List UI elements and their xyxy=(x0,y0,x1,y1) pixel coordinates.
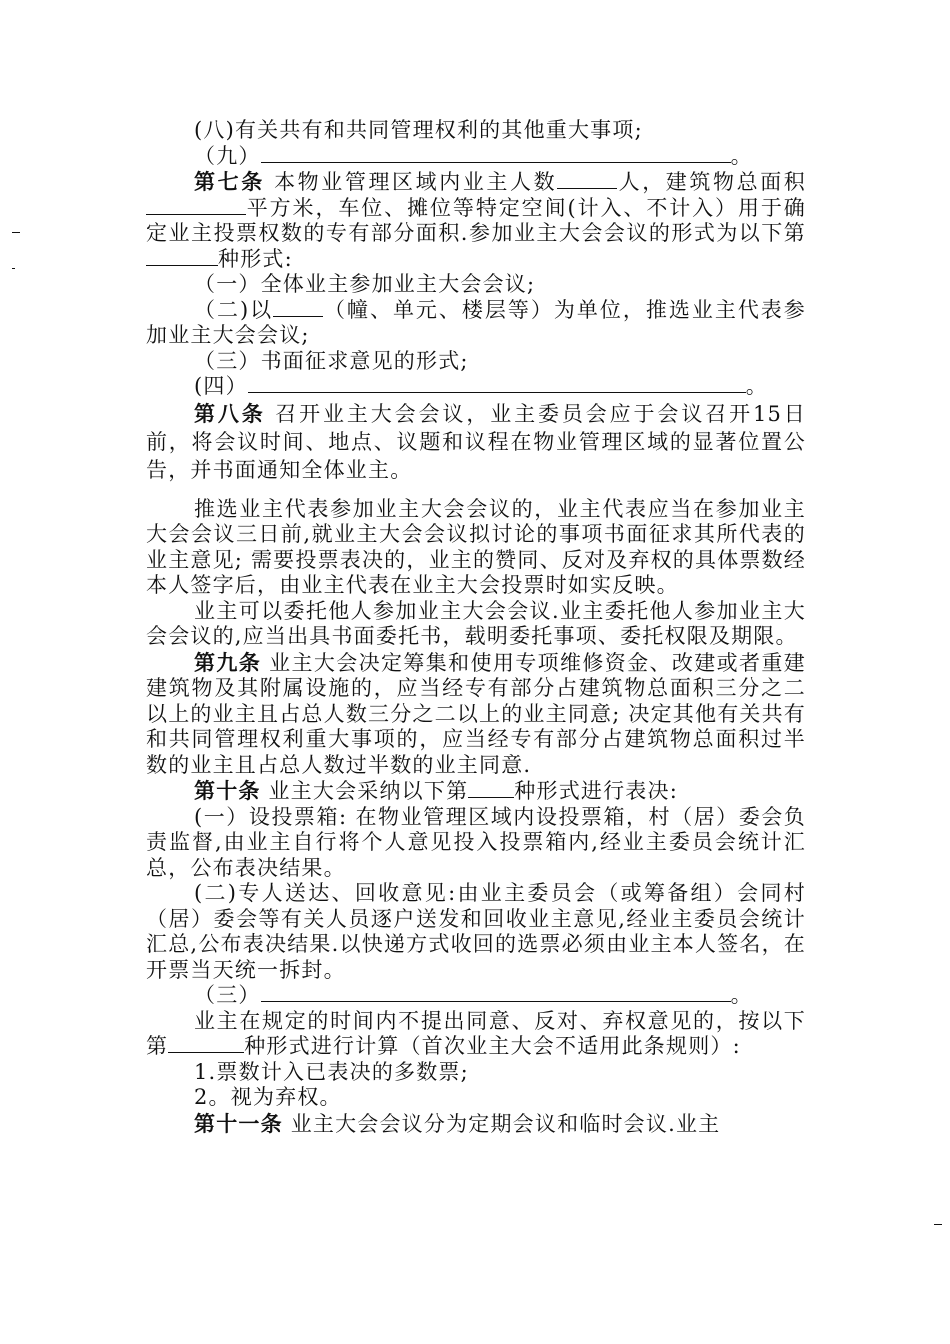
fill-blank[interactable] xyxy=(468,781,514,798)
article-7-item-2: （二)以 （幢、单元、楼层等）为单位，推选业主代表参加业主大会会议; xyxy=(146,297,806,347)
fill-blank[interactable] xyxy=(261,146,731,163)
document-body xyxy=(146,118,806,1137)
article-heading: 第九条 xyxy=(194,649,262,675)
article-10: 第十条 业主大会采纳以下第 种形式进行表决: xyxy=(194,778,678,803)
article-10-option-2: 2。视为弃权。 xyxy=(194,1085,342,1109)
fill-blank[interactable] xyxy=(146,249,218,266)
clause-9: （九） 。 xyxy=(194,143,753,168)
article-7-item-4: (四） 。 xyxy=(194,374,768,398)
article-heading: 第十一条 xyxy=(194,1110,283,1136)
article-7-item-3: （三）书面征求意见的形式; xyxy=(194,348,469,373)
margin-mark xyxy=(934,1224,942,1225)
article-10-item-3: （三） 。 xyxy=(194,983,753,1007)
article-heading: 第十条 xyxy=(194,778,261,803)
article-7: 第七条 本物业管理区域内业主人数 人，建筑物总面积平方米，车位、摊位等特定空间(计入、不计入）用于确定业主投票权数的专有部分面积.参加业主大会会议的形式为以下第种形式: xyxy=(146,169,806,271)
article-10-option-1: 1.票数计入已表决的多数票; xyxy=(194,1059,469,1084)
article-10-item-2: (二)专人送达、回收意见:由业主委员会（或筹备组）会同村（居）委会等有关人员逐户送发和回收业主意见,经业主委员会统计汇总,公布表决结果.以快递方式收回的选票必须由业主本人签名，在开票当天统一拆封。 xyxy=(146,881,806,982)
article-10-para-2: 业主在规定的时间内不提出同意、反对、弃权意见的，按以下第 种形式进行计算（首次业主大会不适用此条规则）: xyxy=(146,1008,806,1058)
article-8: 第八条 召开业主大会会议，业主委员会应于会议召开15日前，将会议时间、地点、议题和议程在物业管理区域的显著位置公告，并书面通知全体业主。 xyxy=(146,400,806,482)
fill-blank[interactable] xyxy=(146,198,246,215)
fill-blank[interactable] xyxy=(273,300,323,317)
fill-blank[interactable] xyxy=(168,1036,244,1053)
article-heading: 第七条 xyxy=(194,169,265,194)
fill-blank[interactable] xyxy=(557,172,617,189)
article-9: 第九条 业主大会决定筹集和使用专项维修资金、改建或者重建建筑物及其附属设施的，应当经专有部分占建筑物总面积三分之二以上的业主且占总人数三分之二以上的业主同意; 决定其他有关共有和共同管理权利重大事项的，应当经专有部分占建筑物总面积过半数的业主且占总人数过半数的业主同意. xyxy=(146,649,806,777)
clause-8: (八)有关共有和共同管理权利的其他重大事项; xyxy=(194,118,643,142)
article-10-item-1: (一）设投票箱: 在物业管理区域内设投票箱，村（居）委会负责监督,由业主自行将个人意见投入投票箱内,经业主委员会统计汇总，公布表决结果。 xyxy=(146,804,806,880)
article-heading: 第八条 xyxy=(194,400,266,426)
article-8-para-3: 业主可以委托他人参加业主大会会议.业主委托他人参加业主大会会议的,应当出具书面委托书，载明委托事项、委托权限及期限。 xyxy=(146,598,806,648)
fill-blank[interactable] xyxy=(248,376,746,393)
article-7-item-1: （一）全体业主参加业主大会会议; xyxy=(194,272,536,296)
margin-mark xyxy=(12,268,15,269)
fill-blank[interactable] xyxy=(261,985,731,1002)
article-11: 第十一条 业主大会会议分为定期会议和临时会议.业主 xyxy=(194,1110,721,1136)
margin-mark xyxy=(12,232,20,233)
article-8-para-2: 推选业主代表参加业主大会会议的，业主代表应当在参加业主大会会议三日前,就业主大会会议拟讨论的事项书面征求其所代表的业主意见; 需要投票表决的，业主的赞同、反对及弃权的具体票数经本人签字后，由业主代表在业主大会投票时如实反映。 xyxy=(146,496,806,597)
